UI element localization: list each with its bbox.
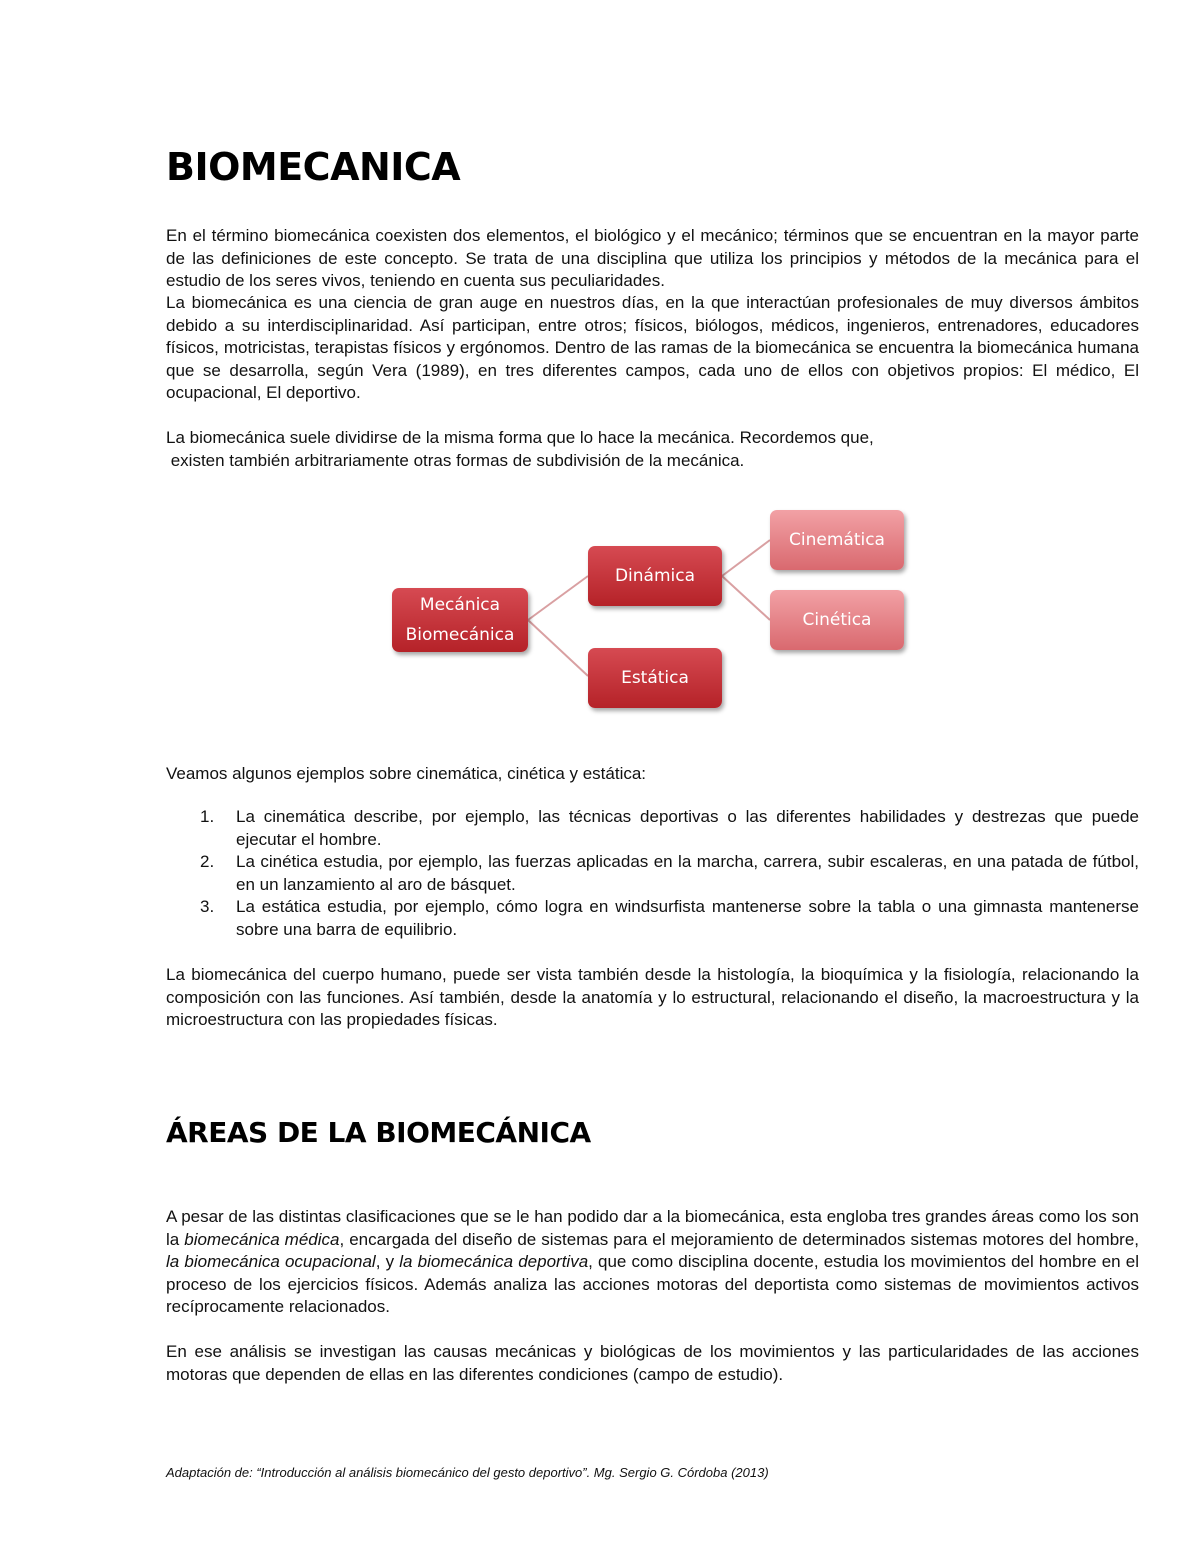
list-item: [166, 806, 1139, 851]
diagram-node-cinematica: Cinemática: [770, 510, 904, 570]
body-paragraph: La biomecánica del cuerpo humano, puede ser vista también desde la histología, la bioquímica y la fisiología, relacionando la composición con las funciones. Así también, desde la anatomía y lo estructural, relacionando el diseño, la macroestructura y la microestructura con las propiedades físicas.: [166, 965, 1139, 1029]
diagram-node-mecanica-biomecanica: [392, 588, 528, 652]
list-item-number: 1.: [200, 807, 215, 826]
diagram-node-estatica: Estática: [588, 648, 722, 708]
connector-dinamica-cinetica: [722, 576, 770, 620]
section-heading-areas: ÁREAS DE LA BIOMECÁNICA: [166, 1116, 591, 1149]
diagram-node-cinetica: Cinética: [770, 590, 904, 650]
list-item-text: La cinemática describe, por ejemplo, las técnicas deportivas o las diferentes habilidades y destrezas que puede ejecutar el hombre.: [236, 807, 1139, 849]
connector-dinamica-cinematica: [722, 540, 770, 576]
source-footer: Adaptación de: “Introducción al análisis biomecánico del gesto deportivo”. Mg. Sergio G. Córdoba (2013): [166, 1465, 769, 1480]
connector-root-estatica: [528, 620, 588, 676]
list-item: [166, 896, 1139, 941]
areas-text-d: , que como disciplina docente, estudia los movimientos del hombre en el proceso de los ejercicios físicos. Además analiza las acciones motoras del deportista como sistemas de movimientos activos recíprocamente relacionados.: [166, 1252, 1140, 1316]
areas-em-medica: biomecánica médica: [184, 1229, 340, 1249]
areas-text-c: , y: [375, 1252, 400, 1271]
areas-text-a: A pesar de las distintas clasificaciones que se le han podido dar a la biomecánica, esta engloba tres grandes áreas como los son la: [166, 1207, 1139, 1249]
intro-paragraph-2: La biomecánica es una ciencia de gran auge en nuestros días, en la que interactúan profesionales de muy diversos ámbitos debido a su interdisciplinaridad. Así participan, entre otros; físicos, biólogos, médicos, ingenieros, entrenadores, educadores físicos, motricistas, terapistas físicos y ergónomos. Dentro de las ramas de la biomecánica se encuentra la biomecánica humana que se desarrolla, según Vera (1989), en tres diferentes campos, cada uno de ellos con objetivos propios: El médico, El ocupacional, El deportivo.: [166, 293, 1139, 402]
intro-paragraph-1: En el término biomecánica coexisten dos elementos, el biológico y el mecánico; términos que se encuentran en la mayor parte de las definiciones de este concepto. Se trata de una disciplina que utiliza los principios y métodos de la mecánica para el estudio de los seres vivos, teniendo en cuenta sus peculiaridades.: [166, 226, 1139, 290]
intro-paragraph-3b: existen también arbitrariamente otras formas de subdivisión de la mecánica.: [166, 451, 745, 470]
list-item-text: La cinética estudia, por ejemplo, las fuerzas aplicadas en la marcha, carrera, subir escaleras, en una patada de fútbol, en un lanzamiento al aro de básquet.: [236, 852, 1139, 894]
diagram-node-biomecanica-label: Biomecánica: [405, 625, 515, 645]
connector-root-dinamica: [528, 576, 588, 620]
page-title: BIOMECANICA: [166, 145, 461, 189]
areas-paragraph-2: En ese análisis se investigan las causas mecánicas y biológicas de los movimientos y las particularidades de las acciones motoras que dependen de ellas en las diferentes condiciones (campo de estudio).: [166, 1342, 1139, 1384]
intro-paragraph-3a: La biomecánica suele dividirse de la misma forma que lo hace la mecánica. Recordemos que,: [166, 428, 874, 447]
diagram-node-mecanica-label: Mecánica: [419, 595, 501, 615]
diagram-node-dinamica: Dinámica: [588, 546, 722, 606]
list-item-text: La estática estudia, por ejemplo, cómo logra en windsurfista mantenerse sobre la tabla o una gimnasta mantenerse sobre una barra de equilibrio.: [236, 897, 1139, 939]
areas-em-deportiva: la biomecánica deportiva: [399, 1252, 589, 1271]
examples-intro: Veamos algunos ejemplos sobre cinemática, cinética y estática:: [166, 764, 647, 783]
areas-paragraph-1: [166, 1206, 1139, 1319]
areas-em-ocupacional: la biomecánica ocupacional: [166, 1252, 376, 1271]
areas-text-b: , encargada del diseño de sistemas para el mejoramiento de determinados sistemas motores del hombre,: [339, 1229, 1139, 1249]
list-item: [166, 851, 1139, 896]
mechanics-diagram: [390, 500, 930, 720]
list-item-number: 2.: [200, 852, 215, 871]
examples-list: [166, 806, 1139, 941]
list-item-number: 3.: [200, 897, 215, 916]
